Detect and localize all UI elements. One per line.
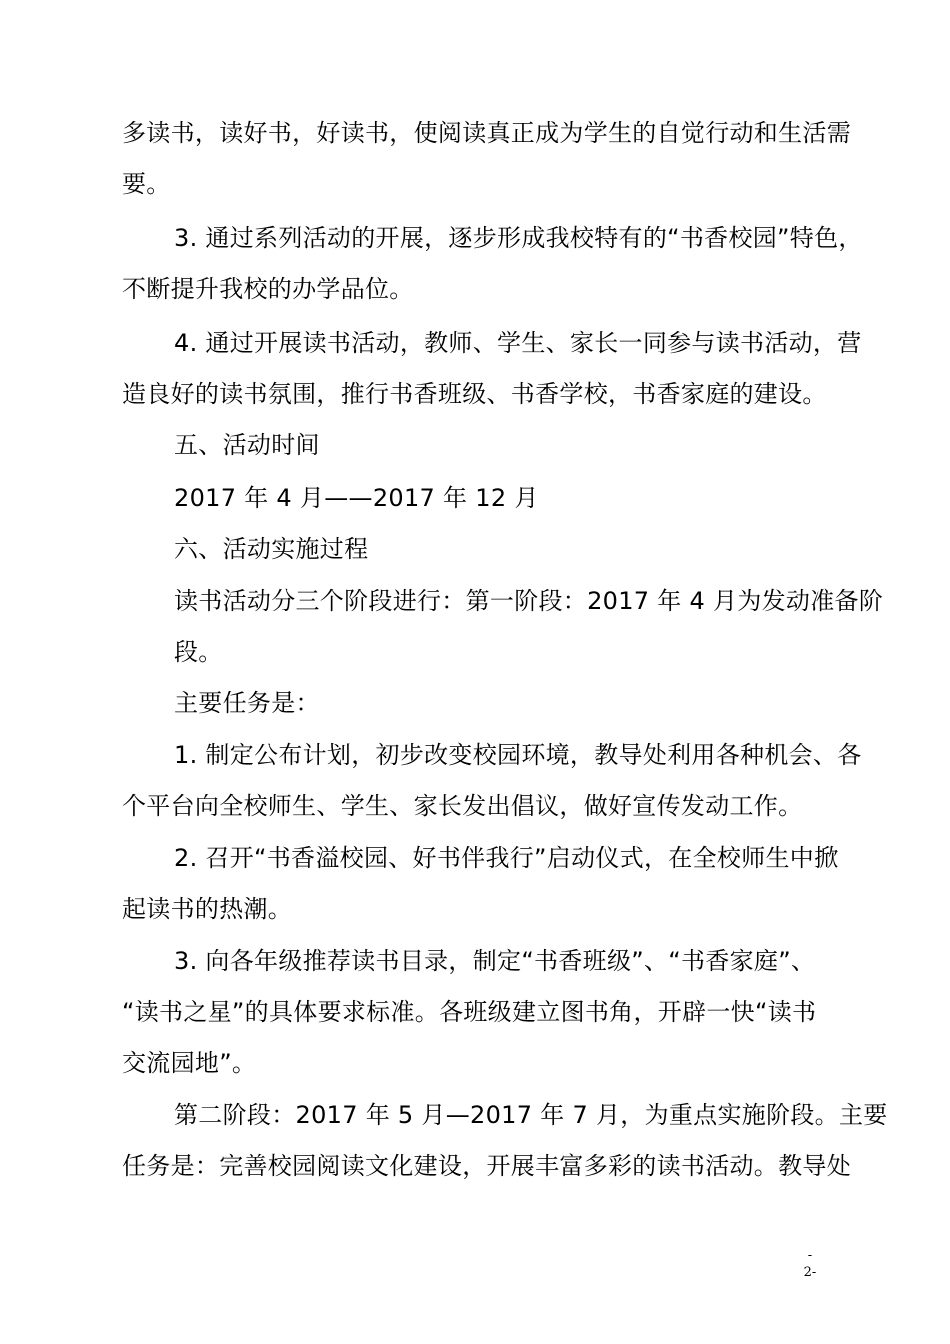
paragraph-line: 要。 bbox=[122, 170, 171, 198]
page-number-value: 2- bbox=[803, 1265, 817, 1280]
paragraph-line: 多读书，读好书，好读书，使阅读真正成为学生的自觉行动和生活需 bbox=[122, 119, 851, 147]
paragraph-line: 个平台向全校师生、学生、家长发出倡议，做好宣传发动工作。 bbox=[122, 792, 803, 820]
page-number-dash: - bbox=[807, 1248, 813, 1263]
paragraph-line: 1. 制定公布计划，初步改变校园环境，教导处利用各种机会、各 bbox=[174, 741, 862, 769]
paragraph-line: 4. 通过开展读书活动，教师、学生、家长一同参与读书活动，营 bbox=[174, 329, 862, 357]
section-heading: 五、活动时间 bbox=[174, 431, 320, 459]
paragraph-line: 交流园地”。 bbox=[122, 1049, 257, 1077]
paragraph-line: 第二阶段：2017 年 5 月—2017 年 7 月，为重点实施阶段。主要 bbox=[174, 1101, 888, 1129]
paragraph-line: 段。 bbox=[174, 638, 223, 666]
paragraph-line: 3. 向各年级推荐读书目录，制定“书香班级”、“书香家庭”、 bbox=[174, 947, 816, 975]
page-number bbox=[790, 1250, 830, 1284]
paragraph-line: 任务是：完善校园阅读文化建设，开展丰富多彩的读书活动。教导处 bbox=[122, 1152, 851, 1180]
paragraph-line: “读书之星”的具体要求标准。各班级建立图书角，开辟一快“读书 bbox=[122, 998, 817, 1026]
paragraph-line: 2. 召开“书香溢校园、好书伴我行”启动仪式，在全校师生中掀 bbox=[174, 844, 839, 872]
paragraph-line: 不断提升我校的办学品位。 bbox=[122, 275, 414, 303]
paragraph-line: 造良好的读书氛围，推行书香班级、书香学校，书香家庭的建设。 bbox=[122, 380, 827, 408]
paragraph-line: 2017 年 4 月——2017 年 12 月 bbox=[174, 484, 539, 512]
paragraph-line: 读书活动分三个阶段进行：第一阶段：2017 年 4 月为发动准备阶 bbox=[174, 587, 884, 615]
paragraph-line: 3. 通过系列活动的开展，逐步形成我校特有的“书香校园”特色， bbox=[174, 224, 863, 252]
paragraph-line: 起读书的热潮。 bbox=[122, 895, 293, 923]
section-heading: 六、活动实施过程 bbox=[174, 535, 369, 563]
paragraph-line: 主要任务是： bbox=[174, 689, 320, 717]
